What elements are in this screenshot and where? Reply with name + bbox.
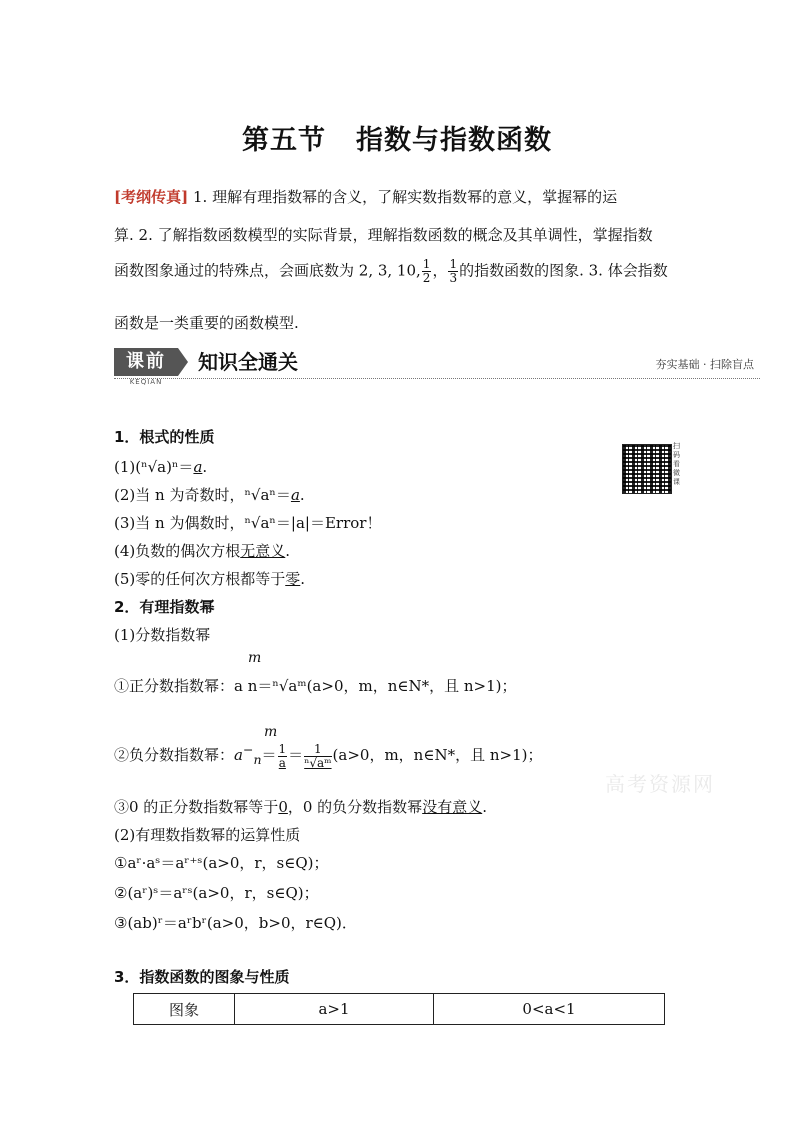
banner-title: 知识全通关 xyxy=(198,350,298,374)
positive-fractional-exponent: ①正分数指数幂：a n＝ⁿ√aᵐ(a>0，m，n∈N*，且 n>1)； xyxy=(114,677,517,695)
operation-rule-3: ③(ab)ʳ＝aʳbʳ(a>0，b>0，r∈Q)． xyxy=(114,914,357,932)
syllabus-tag: [考纲传真] xyxy=(114,188,189,206)
syllabus-line-2: 算. 2. 了解指数函数模型的实际背景，理解指数函数的概念及其单调性，掌握指数 xyxy=(114,226,653,244)
syllabus-line-3: 函数图象通过的特殊点，会画底数为 2, 3, 10, $\frac{1}{2}$ ， $\frac{1}{3}$ 的指数函数的图象. 3. 体会指数 xyxy=(114,257,668,285)
negative-exponent-numerator: m xyxy=(264,724,278,740)
negative-fractional-exponent: ②负分数指数幂：$a^-_n=$ $\frac{1}{a}$ ＝ $\frac{1}{\text{ⁿ√aᵐ}}$ (a>0，m，n∈N*，且 n>1)； xyxy=(114,741,543,770)
section-number: 第五节 xyxy=(242,125,326,156)
answer-4: 无意义 xyxy=(240,542,286,560)
answer-zero: 0 xyxy=(278,798,288,816)
fraction-one-over-a: $\frac{1}{a}$ xyxy=(278,741,287,770)
answer-meaningless: 没有意义 xyxy=(422,798,483,816)
answer-1: a xyxy=(193,458,203,476)
watermark: 高考资源网 xyxy=(605,772,715,796)
property-5: (5)零的任何次方根都等于零. xyxy=(114,570,306,588)
syllabus-line-1: [考纲传真] 1. 理解有理指数幂的含义，了解实数指数幂的意义，掌握幂的运 xyxy=(114,188,618,206)
table-header-graph: 图象 xyxy=(134,994,235,1025)
fraction-one-over-root: $\frac{1}{\text{ⁿ√aᵐ}}$ xyxy=(304,741,332,770)
fraction-half: $\frac{1}{2}$ xyxy=(422,257,431,285)
subheading-fractional: (1)分数指数幂 xyxy=(114,626,211,644)
answer-5: 零 xyxy=(285,570,301,588)
subheading-operations: (2)有理数指数幂的运算性质 xyxy=(114,826,301,844)
fraction-third: $\frac{1}{3}$ xyxy=(449,257,458,285)
syllabus-line-4: 函数是一类重要的函数模型. xyxy=(114,314,299,332)
section-title: 指数与指数函数 xyxy=(356,125,552,156)
banner-slogan: 夯实基础 · 扫除盲点 xyxy=(655,358,754,371)
property-3: (3)当 n 为偶数时，ⁿ√aⁿ＝|a|＝Error！ xyxy=(114,514,382,532)
qr-code-icon[interactable] xyxy=(622,444,672,494)
qr-caption: 扫码看微课 xyxy=(673,442,680,486)
section-heading-1: 1．根式的性质 xyxy=(114,428,215,446)
property-2: (2)当 n 为奇数时，ⁿ√aⁿ＝a. xyxy=(114,486,305,504)
positive-exponent-numerator: m xyxy=(248,650,262,666)
banner-label: 课前 xyxy=(114,348,178,376)
operation-rule-2: ②(aʳ)ˢ＝aʳˢ(a>0，r，s∈Q)； xyxy=(114,884,319,902)
operation-rule-1: ①aʳ·aˢ＝aʳ⁺ˢ(a>0，r，s∈Q)； xyxy=(114,854,329,872)
banner-sublabel: KEQIAN xyxy=(129,378,163,386)
table-header-a-lt-1: 0<a<1 xyxy=(434,994,665,1025)
section-heading-2: 2．有理指数幂 xyxy=(114,598,215,616)
page-title xyxy=(0,118,794,157)
section-heading-3: 3．指数函数的图象与性质 xyxy=(114,968,290,986)
zero-exponent-rule: ③0 的正分数指数幂等于0，0 的负分数指数幂没有意义. xyxy=(114,798,487,816)
answer-2: a xyxy=(290,486,300,504)
exponential-function-table xyxy=(133,993,665,1025)
property-1: (1)(ⁿ√a)ⁿ＝a. xyxy=(114,458,208,476)
banner-arrow-icon xyxy=(178,348,188,376)
property-4: (4)负数的偶次方根无意义. xyxy=(114,542,291,560)
banner-divider xyxy=(114,378,760,379)
table-row xyxy=(134,994,665,1025)
positive-formula: a n＝ⁿ√aᵐ(a>0，m，n∈N*，且 n>1)； xyxy=(234,677,517,695)
table-header-a-gt-1: a>1 xyxy=(235,994,434,1025)
